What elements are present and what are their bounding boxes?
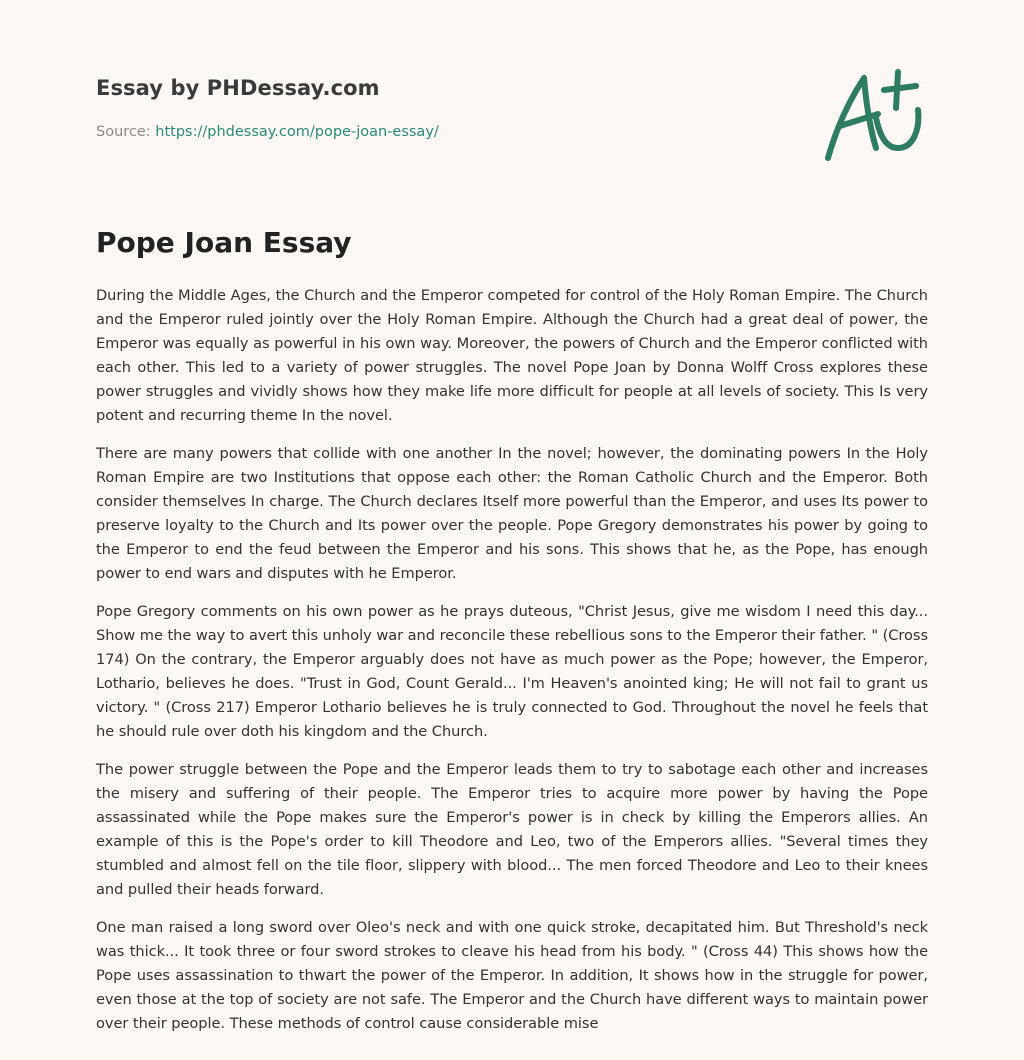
essay-paragraph: One man raised a long sword over Oleo's neck and with one quick stroke, decapitated him. But Threshold's neck was thick... It took three or four sword strokes to cleave his head from his body. " (Cross 44) This shows how the Pope uses assassination to thwart the power of the Emperor. In addition, It shows how in the struggle for power, even those at the top of society are not safe. The Emperor and the Church have different ways to maintain power over their people. These methods of control cause considerable mise bbox=[96, 919, 928, 1032]
brand-title: Essay by PHDessay.com bbox=[96, 76, 380, 100]
essay-title: Pope Joan Essay bbox=[96, 226, 352, 259]
source-label: Source: bbox=[96, 124, 156, 140]
source-link[interactable]: https://phdessay.com/pope-joan-essay/ bbox=[155, 124, 439, 140]
essay-paragraph: Pope Gregory comments on his own power as he prays duteous, "Christ Jesus, give me wisdom I need this day... Show me the way to avert this unholy war and reconcile these rebellious sons to the Emperor their father. " (Cross 174) On the contrary, the Emperor arguably does not have as much power as the Pope; however, the Emperor, Lothario, believes he does. "Trust in God, Count Gerald... I'm Heaven's anointed king; He will not fail to grant us victory. " (Cross 217) Emperor Lothario believes he is truly connected to God. Throughout the novel he feels that he should rule over doth his kingdom and the Church. bbox=[96, 603, 928, 740]
essay-paragraph: During the Middle Ages, the Church and the Emperor competed for control of the Holy Roman Empire. The Church and the Emperor ruled jointly over the Holy Roman Empire. Although the Church had a great deal of power, the Emperor was equally as powerful in his own way. Moreover, the powers of Church and the Emperor conflicted with each other. This led to a variety of power struggles. The novel Pope Joan by Donna Wolff Cross explores these power struggles and vividly shows how they make life more difficult for people at all levels of society. This Is very potent and recurring theme In the novel. bbox=[96, 287, 928, 424]
essay-body bbox=[96, 284, 928, 1050]
essay-paragraph: The power struggle between the Pope and the Emperor leads them to try to sabotage each other and increases the misery and suffering of their people. The Emperor tries to acquire more power by having the Pope assassinated while the Pope makes sure the Emperor's power is in check by killing the Emperors allies. An example of this is the Pope's order to kill Theodore and Leo, two of the Emperors allies. "Several times they stumbled and almost fell on the tile floor, slippery with blood... The men forced Theodore and Leo to their knees and pulled their heads forward. bbox=[96, 761, 928, 898]
a-plus-grade-icon bbox=[822, 66, 926, 166]
essay-paragraph: There are many powers that collide with one another In the novel; however, the dominating powers In the Holy Roman Empire are two Institutions that oppose each other: the Roman Catholic Church and the Emperor. Both consider themselves In charge. The Church declares Itself more powerful than the Emperor, and uses Its power to preserve loyalty to the Church and Its power over the people. Pope Gregory demonstrates his power by going to the Emperor to end the feud between the Emperor and his sons. This shows that he, as the Pope, has enough power to end wars and disputes with he Emperor. bbox=[96, 445, 928, 582]
source-line bbox=[96, 124, 439, 140]
